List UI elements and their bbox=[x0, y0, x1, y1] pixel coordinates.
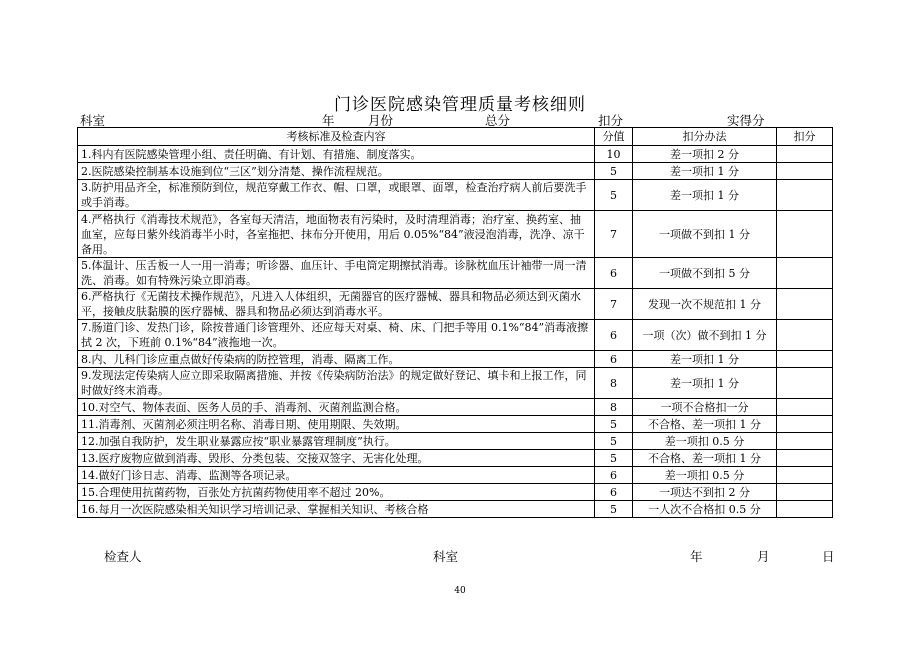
table-row bbox=[78, 211, 833, 258]
deduct-cell bbox=[777, 501, 833, 518]
score-cell: 10 bbox=[595, 146, 633, 163]
table-row bbox=[78, 320, 833, 351]
method-cell: 差一项扣 1 分 bbox=[633, 351, 777, 368]
score-cell: 6 bbox=[595, 351, 633, 368]
method-cell: 差一项扣 1 分 bbox=[633, 368, 777, 399]
table-row bbox=[78, 399, 833, 416]
deduct-cell bbox=[777, 399, 833, 416]
footer-year-label: 年 bbox=[690, 549, 703, 564]
score-cell: 7 bbox=[595, 289, 633, 320]
table-row bbox=[78, 180, 833, 211]
criteria-cell: 2.医院感染控制基本设施到位“三区”划分清楚、操作流程规范。 bbox=[78, 163, 595, 180]
deduct-cell bbox=[777, 368, 833, 399]
page-number: 40 bbox=[454, 586, 466, 596]
method-cell: 一项做不到扣 5 分 bbox=[633, 258, 777, 289]
criteria-cell: 14.做好门诊日志、消毒、监测等各项记录。 bbox=[78, 467, 595, 484]
score-cell: 6 bbox=[595, 258, 633, 289]
header-total-label: 总分 bbox=[485, 113, 511, 128]
method-cell: 一项不合格扣一分 bbox=[633, 399, 777, 416]
score-cell: 5 bbox=[595, 433, 633, 450]
criteria-cell: 1.科内有医院感染管理小组、责任明确、有计划、有措施、制度落实。 bbox=[78, 146, 595, 163]
method-cell: 一项达不到扣 2 分 bbox=[633, 484, 777, 501]
footer-dept-label: 科室 bbox=[433, 549, 459, 564]
method-cell: 发现一次不规范扣 1 分 bbox=[633, 289, 777, 320]
score-cell: 6 bbox=[595, 467, 633, 484]
header-deduct-label: 扣分 bbox=[598, 113, 624, 128]
deduct-cell bbox=[777, 163, 833, 180]
deduct-cell bbox=[777, 289, 833, 320]
score-cell: 6 bbox=[595, 320, 633, 351]
criteria-cell: 15.合理使用抗菌药物，百张处方抗菌药物使用率不超过 20%。 bbox=[78, 484, 595, 501]
table-row bbox=[78, 416, 833, 433]
deduct-cell bbox=[777, 146, 833, 163]
table-row bbox=[78, 467, 833, 484]
criteria-cell: 3.防护用品齐全，标准预防到位，规范穿戴工作衣、帽、口罩，或眼罩、面罩，检查治疗病人前后要洗手或手消毒。 bbox=[78, 180, 595, 211]
score-cell: 5 bbox=[595, 416, 633, 433]
criteria-cell: 16.每月一次医院感染相关知识学习培训记录、掌握相关知识、考核合格 bbox=[78, 501, 595, 518]
header-month-label: 月份 bbox=[368, 113, 394, 128]
table-row bbox=[78, 501, 833, 518]
criteria-cell: 4.严格执行《消毒技术规范》，各室每天清洁，地面物表有污染时，及时清理消毒；治疗室、换药室、抽血室，应每日紫外线消毒半小时，各室拖把、抹布分开使用，用后 0.05%“84”液浸泡消毒，洗净、凉干备用。 bbox=[78, 211, 595, 258]
column-header-deduct: 扣分 bbox=[777, 128, 833, 146]
deduct-cell bbox=[777, 450, 833, 467]
table-row bbox=[78, 351, 833, 368]
criteria-cell: 6.严格执行《无菌技术操作规范》，凡进入人体组织，无菌器官的医疗器械、器具和物品必须达到灭菌水平，接触皮肤黏膜的医疗器械、器具和物品必须达到消毒水平。 bbox=[78, 289, 595, 320]
table-row bbox=[78, 484, 833, 501]
table-row bbox=[78, 433, 833, 450]
score-cell: 6 bbox=[595, 484, 633, 501]
criteria-cell: 9.发现法定传染病人应立即采取隔离措施、并按《传染病防治法》的规定做好登记、填卡和上报工作，同时做好终末消毒。 bbox=[78, 368, 595, 399]
score-cell: 8 bbox=[595, 368, 633, 399]
column-header-content: 考核标准及检查内容 bbox=[78, 128, 595, 146]
table-row bbox=[78, 368, 833, 399]
assessment-table bbox=[77, 127, 833, 518]
method-cell: 差一项扣 0.5 分 bbox=[633, 433, 777, 450]
score-cell: 5 bbox=[595, 163, 633, 180]
deduct-cell bbox=[777, 351, 833, 368]
method-cell: 差一项扣 1 分 bbox=[633, 163, 777, 180]
footer-day-label: 日 bbox=[822, 549, 835, 564]
method-cell: 差一项扣 1 分 bbox=[633, 180, 777, 211]
method-cell: 不合格、差一项扣 1 分 bbox=[633, 450, 777, 467]
column-header-method: 扣分办法 bbox=[633, 128, 777, 146]
footer-month-label: 月 bbox=[757, 549, 770, 564]
criteria-cell: 7.肠道门诊、发热门诊，除按普通门诊管理外、还应每天对桌、椅、床、门把手等用 0.1%“84”消毒液擦拭 2 次，下班前 0.1%“84”液拖地一次。 bbox=[78, 320, 595, 351]
deduct-cell bbox=[777, 467, 833, 484]
score-cell: 5 bbox=[595, 180, 633, 211]
column-header-score: 分值 bbox=[595, 128, 633, 146]
header-actual-label: 实得分 bbox=[727, 113, 765, 128]
deduct-cell bbox=[777, 180, 833, 211]
method-cell: 一项（次）做不到扣 1 分 bbox=[633, 320, 777, 351]
score-cell: 5 bbox=[595, 501, 633, 518]
deduct-cell bbox=[777, 320, 833, 351]
score-cell: 8 bbox=[595, 399, 633, 416]
criteria-cell: 5.体温计、压舌板一人一用一消毒；听诊器、血压计、手电筒定期擦拭消毒。诊脉枕血压计袖带一周一清洗、消毒。如有特殊污染立即消毒。 bbox=[78, 258, 595, 289]
method-cell: 一项做不到扣 1 分 bbox=[633, 211, 777, 258]
header-dept-label: 科室 bbox=[80, 113, 106, 128]
deduct-cell bbox=[777, 433, 833, 450]
method-cell: 差一项扣 2 分 bbox=[633, 146, 777, 163]
score-cell: 5 bbox=[595, 450, 633, 467]
criteria-cell: 10.对空气、物体表面、医务人员的手、消毒剂、灭菌剂监测合格。 bbox=[78, 399, 595, 416]
criteria-cell: 12.加强自我防护，发生职业暴露应按“职业暴露管理制度”执行。 bbox=[78, 433, 595, 450]
header-year-label: 年 bbox=[322, 113, 335, 128]
score-cell: 7 bbox=[595, 211, 633, 258]
criteria-cell: 13.医疗废物应做到消毒、毁形、分类包装、交接双签字、无害化处理。 bbox=[78, 450, 595, 467]
table-row bbox=[78, 450, 833, 467]
deduct-cell bbox=[777, 258, 833, 289]
document-title: 门诊医院感染管理质量考核细则 bbox=[334, 95, 586, 115]
deduct-cell bbox=[777, 211, 833, 258]
table-row bbox=[78, 289, 833, 320]
deduct-cell bbox=[777, 416, 833, 433]
footer-inspector-label: 检查人 bbox=[104, 549, 142, 564]
table-row bbox=[78, 146, 833, 163]
table-row bbox=[78, 258, 833, 289]
method-cell: 不合格、差一项扣 1 分 bbox=[633, 416, 777, 433]
criteria-cell: 8.内、儿科门诊应重点做好传染病的防控管理，消毒、隔离工作。 bbox=[78, 351, 595, 368]
method-cell: 差一项扣 0.5 分 bbox=[633, 467, 777, 484]
criteria-cell: 11.消毒剂、灭菌剂必须注明名称、消毒日期、使用期限、失效期。 bbox=[78, 416, 595, 433]
table-header-row bbox=[78, 128, 833, 146]
table-row bbox=[78, 163, 833, 180]
deduct-cell bbox=[777, 484, 833, 501]
method-cell: 一人次不合格扣 0.5 分 bbox=[633, 501, 777, 518]
